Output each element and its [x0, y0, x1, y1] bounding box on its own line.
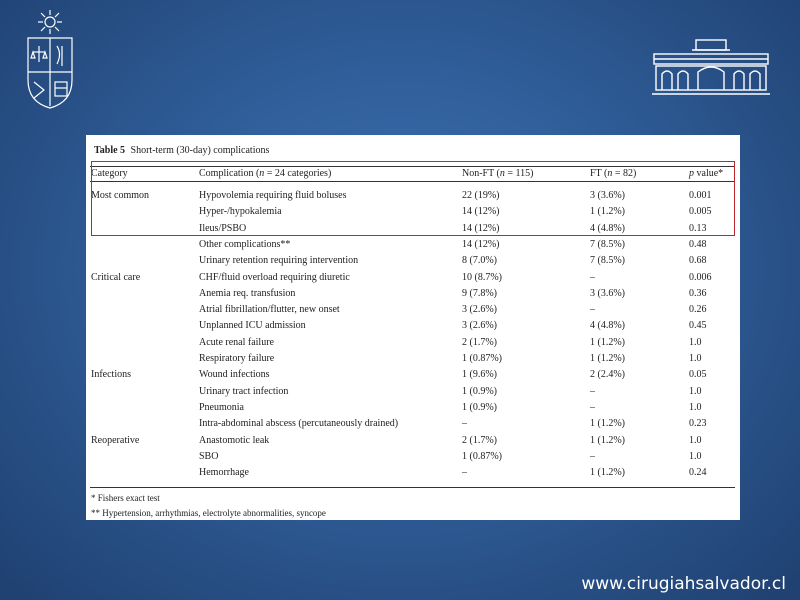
- row-category: Reoperative: [91, 434, 140, 446]
- column-header-complication: Complication (n = 24 categories): [199, 168, 332, 179]
- table-row: [86, 417, 740, 433]
- row-category: Infections: [91, 369, 131, 381]
- row-category: Critical care: [91, 271, 141, 283]
- row-complication: Respiratory failure: [199, 353, 275, 364]
- row-ft-value: 1 (1.2%): [590, 336, 625, 348]
- table-row: [86, 287, 740, 303]
- highlight-box: [91, 161, 735, 236]
- column-header-p-value: p value*: [689, 168, 724, 179]
- row-complication: Other complications**: [199, 238, 291, 250]
- row-non-ft-value: –: [462, 418, 467, 430]
- table-row: [86, 368, 740, 384]
- row-ft-value: 1 (1.2%): [590, 206, 625, 218]
- table-row: [86, 385, 740, 401]
- row-p-value: 1.0: [689, 434, 702, 446]
- row-non-ft-value: 14 (12%): [462, 222, 500, 234]
- row-complication: Anastomotic leak: [199, 434, 270, 446]
- table-caption: Short-term (30-day) complications: [130, 145, 270, 156]
- footnote-fisher: * Fishers exact test: [91, 493, 160, 503]
- row-complication: CHF/fluid overload requiring diuretic: [199, 271, 350, 283]
- row-p-value: 0.001: [689, 190, 712, 201]
- table-label: Table 5: [94, 145, 126, 156]
- table-row: [86, 352, 740, 368]
- row-ft-value: 1 (1.2%): [590, 418, 625, 430]
- row-complication: SBO: [199, 450, 219, 462]
- row-non-ft-value: 9 (7.8%): [462, 287, 497, 299]
- row-p-value: 0.05: [689, 369, 707, 381]
- row-complication: Intra-abdominal abscess (percutaneously drained): [199, 418, 399, 430]
- row-p-value: 0.006: [689, 271, 712, 283]
- table-row: [86, 466, 740, 482]
- row-p-value: 0.26: [689, 304, 707, 316]
- table-row: [86, 254, 740, 270]
- row-ft-value: 4 (4.8%): [590, 222, 625, 234]
- row-complication: Hyper-/hypokalemia: [199, 206, 282, 218]
- table-row: [86, 401, 740, 417]
- row-non-ft-value: 14 (12%): [462, 206, 500, 218]
- row-non-ft-value: 14 (12%): [462, 238, 500, 250]
- table-card: [86, 135, 740, 520]
- row-p-value: 0.23: [689, 418, 707, 430]
- row-ft-value: –: [590, 401, 595, 413]
- row-ft-value: 1 (1.2%): [590, 434, 625, 446]
- row-complication: Acute renal failure: [199, 336, 274, 348]
- row-non-ft-value: 10 (8.7%): [462, 271, 502, 283]
- row-p-value: 0.48: [689, 238, 707, 250]
- row-ft-value: 4 (4.8%): [590, 320, 625, 332]
- footnote-other-complications: ** Hypertension, arrhythmias, electrolyte abnormalities, syncope: [91, 508, 326, 518]
- row-complication: Hemorrhage: [199, 467, 249, 479]
- row-p-value: 1.0: [689, 385, 702, 397]
- row-p-value: 0.68: [689, 255, 707, 267]
- table-row: [86, 271, 740, 287]
- row-ft-value: 2 (2.4%): [590, 369, 625, 381]
- row-non-ft-value: 3 (2.6%): [462, 304, 497, 316]
- row-p-value: 1.0: [689, 336, 702, 348]
- row-ft-value: 3 (3.6%): [590, 190, 625, 201]
- row-non-ft-value: 1 (9.6%): [462, 369, 497, 381]
- table-row: [86, 238, 740, 254]
- row-complication: Urinary tract infection: [199, 385, 289, 397]
- row-p-value: 0.24: [689, 467, 707, 479]
- row-non-ft-value: 2 (1.7%): [462, 434, 497, 446]
- table-row: [86, 303, 740, 319]
- row-ft-value: –: [590, 304, 595, 316]
- table-row: [86, 336, 740, 352]
- row-non-ft-value: 22 (19%): [462, 190, 500, 201]
- column-header-category: Category: [91, 168, 128, 179]
- table-title: [94, 145, 269, 156]
- row-p-value: 0.13: [689, 222, 707, 234]
- row-complication: Atrial fibrillation/flutter, new onset: [199, 304, 340, 316]
- row-p-value: 1.0: [689, 450, 702, 462]
- row-non-ft-value: 3 (2.6%): [462, 320, 497, 332]
- row-complication: Anemia req. transfusion: [199, 287, 296, 299]
- row-non-ft-value: –: [462, 467, 467, 479]
- row-complication: Hypovolemia requiring fluid boluses: [199, 190, 347, 201]
- row-non-ft-value: 1 (0.9%): [462, 385, 497, 397]
- row-ft-value: 7 (8.5%): [590, 238, 625, 250]
- hospital-building-icon: [652, 36, 770, 98]
- row-non-ft-value: 1 (0.87%): [462, 353, 502, 364]
- row-complication: Wound infections: [199, 369, 270, 381]
- row-category: Most common: [91, 190, 150, 201]
- row-ft-value: 7 (8.5%): [590, 255, 625, 267]
- row-ft-value: 1 (1.2%): [590, 353, 625, 364]
- row-non-ft-value: 2 (1.7%): [462, 336, 497, 348]
- row-complication: Ileus/PSBO: [199, 222, 247, 234]
- column-header-non-ft: Non-FT (n = 115): [462, 168, 534, 179]
- row-p-value: 0.45: [689, 320, 707, 332]
- table-row: [86, 450, 740, 466]
- row-non-ft-value: 8 (7.0%): [462, 255, 497, 267]
- row-p-value: 1.0: [689, 401, 702, 413]
- row-non-ft-value: 1 (0.87%): [462, 450, 502, 462]
- table-footnotes: [91, 491, 326, 521]
- row-complication: Urinary retention requiring intervention: [199, 255, 359, 267]
- row-ft-value: –: [590, 271, 595, 283]
- row-p-value: 0.005: [689, 206, 712, 218]
- column-header-ft: FT (n = 82): [590, 168, 637, 179]
- row-complication: Unplanned ICU admission: [199, 320, 306, 332]
- table-bottom-rule: [90, 487, 735, 488]
- row-p-value: 1.0: [689, 353, 702, 364]
- row-ft-value: 3 (3.6%): [590, 287, 625, 299]
- row-ft-value: –: [590, 450, 595, 462]
- university-crest-icon: [24, 10, 76, 110]
- website-url[interactable]: www.cirugiahsalvador.cl: [581, 574, 786, 594]
- table-row: [86, 434, 740, 450]
- row-complication: Pneumonia: [199, 401, 244, 413]
- row-non-ft-value: 1 (0.9%): [462, 401, 497, 413]
- row-p-value: 0.36: [689, 287, 707, 299]
- row-ft-value: –: [590, 385, 595, 397]
- row-ft-value: 1 (1.2%): [590, 467, 625, 479]
- table-row: [86, 319, 740, 335]
